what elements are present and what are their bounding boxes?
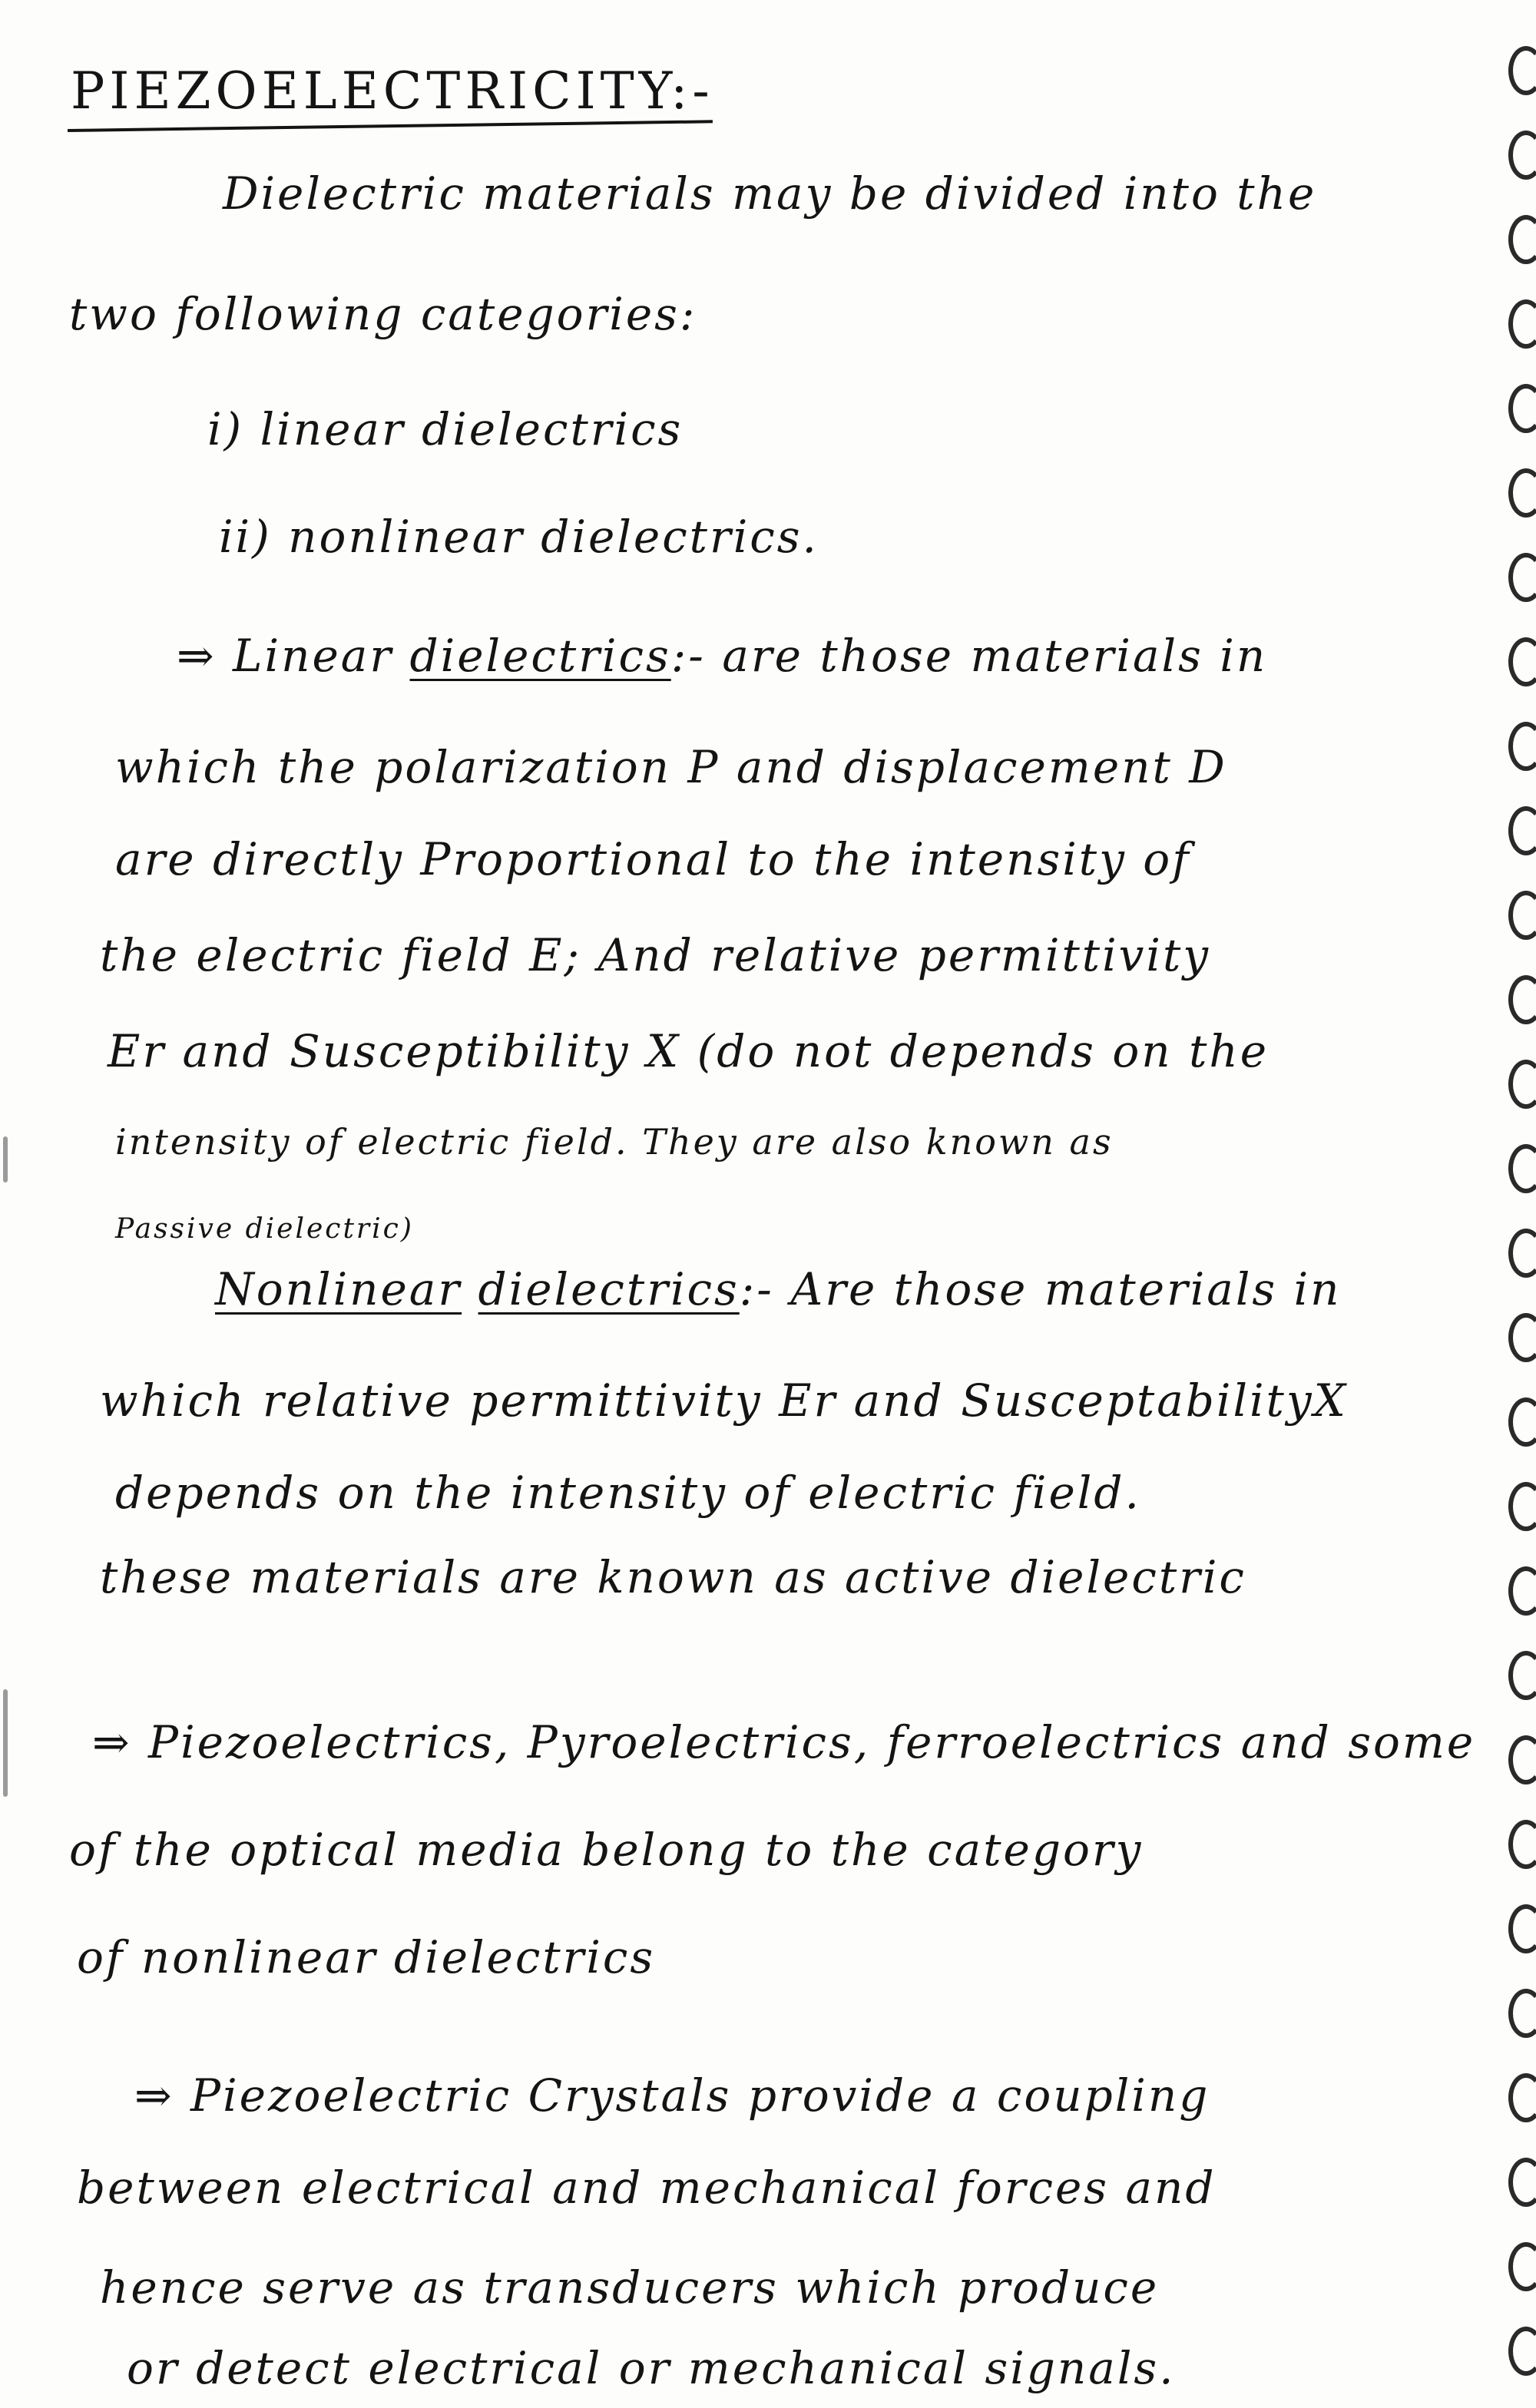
linear-heading: ⇒ Linear: [177, 630, 394, 682]
arrow-icon: ⇒: [92, 1716, 132, 1768]
binding-ring-icon: [1508, 1398, 1536, 1447]
text-line: the electric field E; And relative permittivity: [100, 929, 1211, 981]
linear-suffix: :-: [670, 630, 706, 682]
text-fragment: Piezoelectrics, Pyroelectrics, ferroelectrics and some: [148, 1716, 1476, 1768]
binding-ring-icon: [1508, 1060, 1536, 1109]
text-fragment: Are those materials in: [790, 1263, 1342, 1315]
text-line: [134, 2069, 1210, 2122]
binding-ring-icon: [1508, 2327, 1536, 2376]
title-underline: [68, 120, 713, 132]
left-edge-mark: [3, 1136, 8, 1182]
nonlinear-suffix: :-: [739, 1263, 774, 1315]
binding-ring-icon: [1508, 1820, 1536, 1869]
text-line: [177, 630, 1267, 682]
binding-ring-icon: [1508, 468, 1536, 518]
text-line: [215, 1263, 1342, 1315]
text-line: intensity of electric field. They are also known as: [115, 1121, 1114, 1163]
binding-ring-icon: [1508, 215, 1536, 264]
spiral-binding: [1505, 0, 1536, 2408]
binding-ring-icon: [1508, 1313, 1536, 1362]
binding-ring-icon: [1508, 553, 1536, 602]
binding-ring-icon: [1508, 1904, 1536, 1953]
nonlinear-term-2: dielectrics: [478, 1263, 740, 1315]
text-line: hence serve as transducers which produce: [100, 2261, 1160, 2314]
text-line: [92, 1716, 1475, 1768]
text-line: between electrical and mechanical forces and: [77, 2162, 1217, 2214]
text-line: Er and Susceptibility X (do not depends on the: [108, 1025, 1270, 1077]
binding-ring-icon: [1508, 1989, 1536, 2038]
arrow-icon: ⇒: [134, 2069, 174, 2122]
text-line: of the optical media belong to the category: [69, 1824, 1144, 1876]
binding-ring-icon: [1508, 975, 1536, 1024]
list-item: ii) nonlinear dielectrics.: [219, 511, 819, 563]
text-line: which relative permittivity Er and SusceptabilityX: [100, 1374, 1348, 1427]
binding-ring-icon: [1508, 2242, 1536, 2291]
binding-ring-icon: [1508, 891, 1536, 940]
text-line: these materials are known as active dielectric: [100, 1551, 1246, 1603]
text-line: two following categories:: [69, 288, 697, 340]
binding-ring-icon: [1508, 1566, 1536, 1616]
list-item: i) linear dielectrics: [207, 403, 684, 455]
text-line: depends on the intensity of electric field.: [115, 1467, 1141, 1519]
text-line: Dielectric materials may be divided into the: [223, 167, 1317, 220]
linear-term: dielectrics: [409, 630, 671, 682]
binding-ring-icon: [1508, 2073, 1536, 2122]
binding-ring-icon: [1508, 806, 1536, 855]
binding-ring-icon: [1508, 299, 1536, 349]
left-edge-mark: [3, 1689, 8, 1797]
binding-ring-icon: [1508, 1651, 1536, 1700]
text-line: Passive dielectric): [115, 1213, 414, 1245]
binding-ring-icon: [1508, 46, 1536, 95]
text-fragment: are those materials in: [722, 630, 1268, 682]
page-title: PIEZOELECTRICITY:-: [71, 61, 714, 121]
binding-ring-icon: [1508, 637, 1536, 686]
binding-ring-icon: [1508, 131, 1536, 180]
nonlinear-term: Nonlinear: [215, 1263, 462, 1315]
binding-ring-icon: [1508, 722, 1536, 771]
text-line: or detect electrical or mechanical signals.: [127, 2342, 1176, 2394]
binding-ring-icon: [1508, 1482, 1536, 1531]
text-line: are directly Proportional to the intensity of: [115, 833, 1191, 885]
text-line: of nonlinear dielectrics: [77, 1931, 656, 1983]
binding-ring-icon: [1508, 1144, 1536, 1193]
text-line: which the polarization P and displacement D: [115, 741, 1227, 793]
binding-ring-icon: [1508, 384, 1536, 433]
binding-ring-icon: [1508, 2158, 1536, 2207]
binding-ring-icon: [1508, 1735, 1536, 1784]
binding-ring-icon: [1508, 1229, 1536, 1278]
text-fragment: Piezoelectric Crystals provide a coupling: [190, 2069, 1210, 2122]
